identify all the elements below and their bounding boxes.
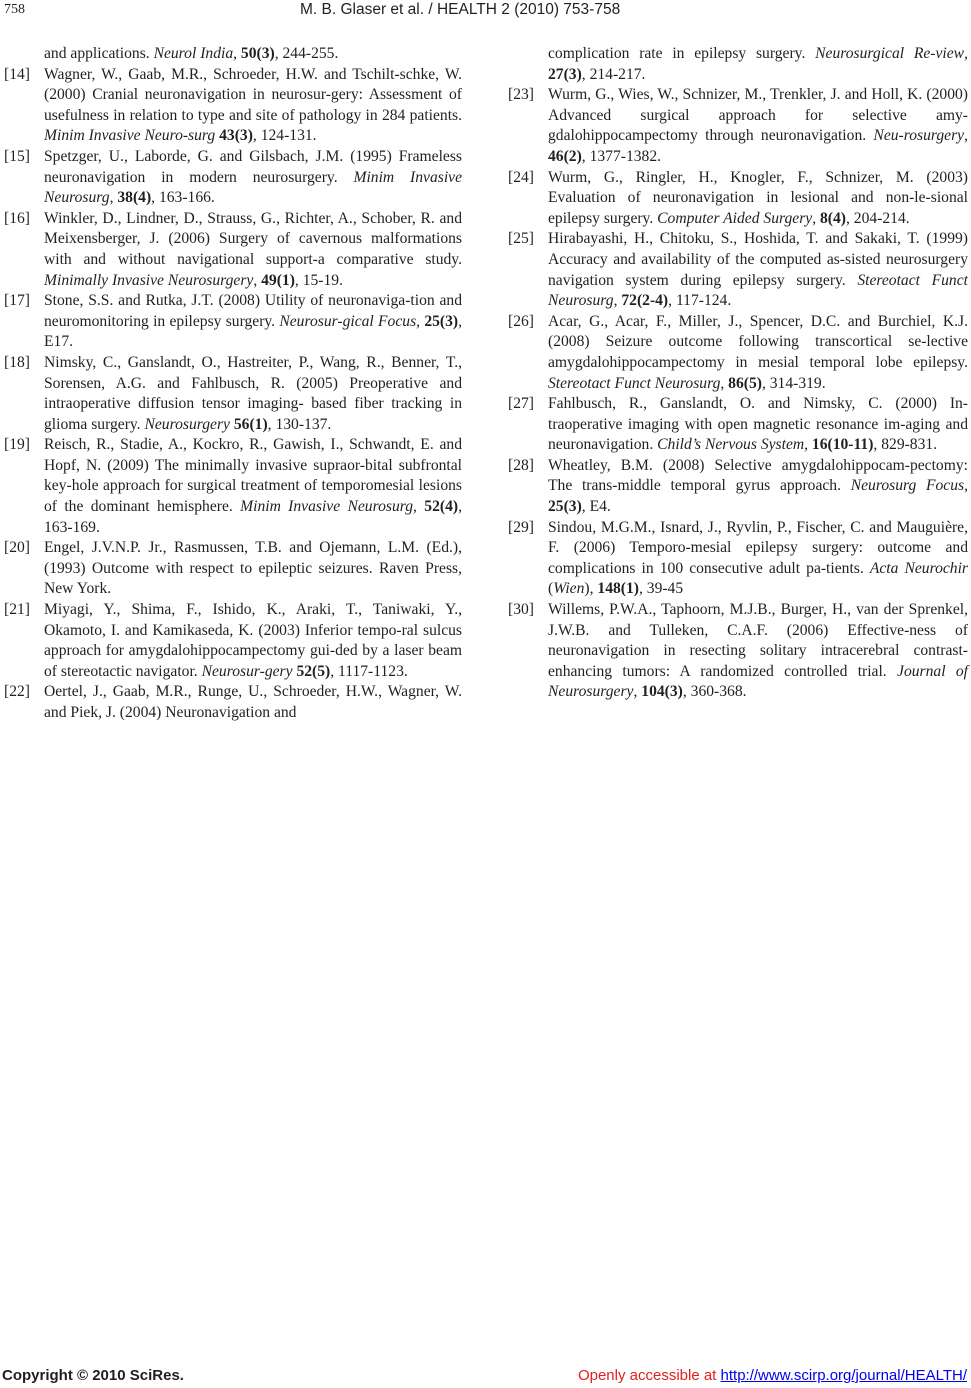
page-number: 758 bbox=[4, 2, 25, 17]
reference-entry bbox=[508, 394, 968, 456]
reference-run: , bbox=[109, 189, 118, 207]
journal-name: Neurosurgery bbox=[144, 415, 230, 433]
copyright-notice: Copyright © 2010 SciRes. bbox=[2, 1367, 184, 1384]
reference-entry bbox=[508, 456, 968, 518]
reference-run: , 124-131. bbox=[252, 127, 317, 145]
reference-run: Winkler, D., Lindner, D., Strauss, G., Richter, A., Schober, R. and Meixensberger, J. (2006) Surgery of cavernous malformations with and without navigational support-a comparative study. bbox=[44, 209, 462, 268]
reference-run: , bbox=[804, 436, 812, 454]
journal-name: Neurosur-gical Focus bbox=[279, 312, 417, 330]
reference-text bbox=[44, 353, 462, 435]
reference-run: Oertel, J., Gaab, M.R., Runge, U., Schroeder, H.W., Wagner, W. and Piek, J. (2004) Neuronavigation and bbox=[44, 683, 462, 721]
reference-run: , 1377-1382. bbox=[581, 147, 662, 165]
reference-run: and applications. bbox=[44, 45, 154, 62]
reference-text bbox=[44, 600, 462, 682]
reference-text bbox=[44, 147, 462, 209]
reference-number: [15] bbox=[4, 147, 30, 165]
reference-text bbox=[548, 229, 968, 311]
access-notice bbox=[578, 1367, 967, 1384]
reference-run: , bbox=[613, 292, 622, 310]
volume-issue: 27(3) bbox=[548, 65, 582, 83]
journal-name: Minimally Invasive Neurosurgery bbox=[44, 271, 254, 289]
reference-text bbox=[548, 312, 968, 394]
reference-run: Wheatley, B.M. (2008) Selective amygdalohippocam-pectomy: The trans-middle temporal gyrus approach. bbox=[548, 456, 968, 495]
reference-run: , bbox=[964, 127, 968, 145]
reference-run: complication rate in epilepsy surgery. bbox=[548, 45, 816, 62]
volume-issue: 43(3) bbox=[219, 127, 253, 145]
journal-name: Minim Invasive Neuro-surg bbox=[44, 127, 216, 145]
journal-name: Neu-rosurgery bbox=[873, 127, 965, 145]
volume-issue: 50(3) bbox=[240, 45, 275, 62]
volume-issue: 72(2-4) bbox=[621, 292, 669, 310]
reference-number: [21] bbox=[4, 601, 30, 619]
reference-run: Engel, J.V.N.P. Jr., Rasmussen, T.B. and Ojemann, L.M. (Ed.), (1993) Outcome with respect to epileptic seizures. Raven Press, New York. bbox=[44, 539, 462, 598]
reference-entry bbox=[508, 168, 968, 230]
reference-text bbox=[44, 538, 462, 600]
volume-issue: 49(1) bbox=[261, 271, 295, 289]
reference-number: [22] bbox=[4, 683, 30, 701]
reference-run: Willems, P.W.A., Taphoorn, M.J.B., Burger, H., van der Sprenkel, J.W.B. and Tulleken, C.A.F. (2006) Effective-ness of neuronavigation in resecting solitary intracerebral contrast-enhancing tumors: A randomized controlled trial. bbox=[548, 601, 968, 680]
references-left-column bbox=[4, 44, 462, 724]
reference-number: [30] bbox=[508, 601, 534, 619]
reference-entry bbox=[508, 44, 968, 85]
reference-entry bbox=[508, 312, 968, 394]
reference-run: , 39-45 bbox=[638, 580, 684, 598]
reference-text bbox=[44, 209, 462, 291]
reference-run: , bbox=[633, 683, 642, 701]
reference-entry bbox=[4, 44, 462, 65]
journal-name: Stereotact Funct Neurosurg bbox=[548, 374, 721, 392]
volume-issue: 25(3) bbox=[548, 498, 582, 516]
reference-run: Spetzger, U., Laborde, G. and Gilsbach, J.M. (1995) Frameless neuronavigation in modern neurosurgery. bbox=[44, 147, 462, 186]
reference-run: , 829-831. bbox=[873, 436, 938, 454]
reference-run: Fahlbusch, R., Ganslandt, O. and Nimsky, C. (2000) In-traoperative imaging with open magnetic resonance im-aging and neuronavigation. bbox=[548, 395, 968, 454]
reference-run: Wagner, W., Gaab, M.R., Schroeder, H.W. and Tschilt-schke, W. (2000) Cranial neuronavigation in neurosur-gery: Assessment of usefulness in relation to type and site of pathology in 284 patients. bbox=[44, 65, 462, 124]
volume-issue: 52(5) bbox=[296, 662, 331, 680]
reference-number: [17] bbox=[4, 292, 30, 310]
running-title: M. B. Glaser et al. / HEALTH 2 (2010) 753-758 bbox=[300, 1, 621, 18]
journal-name: Computer Aided Surgery bbox=[657, 209, 813, 227]
reference-entry bbox=[508, 229, 968, 311]
reference-run: , 15-19. bbox=[294, 271, 343, 289]
volume-issue: 52(4) bbox=[424, 498, 459, 516]
reference-run: , bbox=[812, 209, 820, 227]
reference-run: , E4. bbox=[581, 498, 611, 516]
reference-text bbox=[548, 168, 968, 230]
reference-number: [20] bbox=[4, 539, 30, 557]
reference-number: [26] bbox=[508, 312, 534, 330]
reference-run: Wurm, G., Wies, W., Schnizer, M., Trenkler, J. and Holl, K. (2000) Advanced surgical approach for selective amy-gdalohippocampectomy through neuronavigation. bbox=[548, 86, 968, 145]
reference-entry bbox=[4, 209, 462, 291]
reference-text bbox=[44, 682, 462, 723]
reference-run: Hirabayashi, H., Chitoku, S., Hoshida, T. and Sakaki, T. (1999) Accuracy and availability of the computed as-sisted neurosurgery navigation system during epilepsy surgery. bbox=[548, 230, 968, 289]
reference-run: , bbox=[964, 45, 968, 62]
reference-run: Acar, G., Acar, F., Miller, J., Spencer, D.C. and Burchiel, K.J. (2008) Seizure outcome following transcortical se-lective amygdalohippocampectomy in mesial temporal lobe epilepsy. bbox=[548, 312, 968, 371]
reference-run: , bbox=[233, 45, 241, 62]
volume-issue: 25(3) bbox=[424, 312, 459, 330]
journal-link[interactable]: http://www.scirp.org/journal/HEALTH/ bbox=[720, 1367, 967, 1384]
volume-issue: 8(4) bbox=[820, 209, 846, 227]
access-text: Openly accessible at bbox=[577, 1367, 721, 1384]
reference-run: , bbox=[416, 312, 425, 330]
reference-run: , 314-319. bbox=[761, 374, 826, 392]
reference-run: , 1117-1123. bbox=[330, 662, 408, 680]
journal-name: Wien bbox=[553, 580, 585, 598]
volume-issue: 104(3) bbox=[641, 683, 683, 701]
reference-run: , E17. bbox=[44, 312, 462, 351]
reference-run: Wurm, G., Ringler, H., Knogler, F., Schnizer, M. (2003) Evaluation of neuronavigation in lesional and non-le-sional epilepsy surgery. bbox=[548, 168, 968, 227]
reference-number: [14] bbox=[4, 65, 30, 83]
reference-entry bbox=[508, 600, 968, 703]
reference-entry bbox=[4, 291, 462, 353]
reference-text bbox=[548, 456, 968, 518]
reference-entry bbox=[4, 538, 462, 600]
reference-run: , 117-124. bbox=[668, 292, 732, 310]
reference-run: ), bbox=[584, 580, 598, 598]
reference-entry bbox=[4, 600, 462, 682]
reference-number: [23] bbox=[508, 86, 534, 104]
reference-number: [24] bbox=[508, 168, 534, 186]
reference-entry bbox=[508, 518, 968, 600]
volume-issue: 16(10-11) bbox=[811, 436, 874, 454]
journal-name: Stereotact Funct Neurosurg bbox=[548, 271, 968, 310]
journal-name: Minim Invasive Neurosurg bbox=[44, 168, 463, 207]
reference-number: [28] bbox=[508, 456, 534, 474]
reference-text bbox=[548, 518, 968, 600]
reference-text bbox=[44, 44, 462, 65]
volume-issue: 56(1) bbox=[233, 415, 268, 433]
reference-run: ( bbox=[548, 580, 554, 598]
reference-text bbox=[44, 65, 462, 147]
volume-issue: 38(4) bbox=[117, 189, 152, 207]
reference-run: , 360-368. bbox=[682, 683, 747, 701]
volume-issue: 46(2) bbox=[548, 147, 582, 165]
reference-run: , bbox=[253, 271, 262, 289]
reference-run: , bbox=[720, 374, 729, 392]
reference-text bbox=[44, 291, 462, 353]
reference-text bbox=[548, 600, 968, 703]
reference-run: , 163-169. bbox=[44, 498, 462, 536]
volume-issue: 148(1) bbox=[597, 580, 639, 598]
reference-number: [18] bbox=[4, 353, 30, 371]
reference-number: [16] bbox=[4, 209, 30, 227]
reference-entry bbox=[4, 65, 462, 147]
reference-entry bbox=[4, 435, 462, 538]
reference-entry bbox=[4, 682, 462, 723]
reference-run: Sindou, M.G.M., Isnard, J., Ryvlin, P., Fischer, C. and Mauguière, F. (2006) Temporo-mesial epilepsy surgery: outcome and complications in 100 consecutive adult pa-tients. bbox=[548, 518, 968, 577]
journal-name: Neurol India bbox=[153, 45, 234, 62]
volume-issue: 86(5) bbox=[728, 374, 762, 392]
reference-number: [27] bbox=[508, 395, 534, 413]
reference-run: Stone, S.S. and Rutka, J.T. (2008) Utility of neuronaviga-tion and neuromonitoring in epilepsy surgery. bbox=[44, 292, 462, 330]
reference-run: Miyagi, Y., Shima, F., Ishido, K., Araki, T., Taniwaki, Y., Okamoto, I. and Kamikaseda, K. (2003) Inferior tempo-ral sulcus approach for amygdalohippocampectomy gui-ded by a laser beam of stereotactic navigator. bbox=[44, 601, 462, 680]
reference-number: [19] bbox=[4, 436, 30, 454]
reference-entry bbox=[4, 147, 462, 209]
reference-text bbox=[44, 435, 462, 538]
reference-run: , bbox=[413, 498, 425, 516]
reference-run: Nimsky, C., Ganslandt, O., Hastreiter, P., Wang, R., Benner, T., Sorensen, A.G. and Fahlbusch, R. (2005) Preoperative and intraoperative diffusion tensor imaging- based fiber tracking in glioma surgery. bbox=[44, 353, 462, 433]
reference-run: , 214-217. bbox=[581, 65, 646, 83]
reference-text bbox=[548, 85, 968, 167]
journal-name: Minim Invasive Neurosurg bbox=[240, 498, 414, 516]
journal-name: Journal of Neurosurgery bbox=[548, 662, 968, 701]
journal-name: Acta Neurochir bbox=[869, 559, 969, 577]
journal-name: Neurosurgical Re-view bbox=[815, 45, 965, 62]
reference-number: [29] bbox=[508, 518, 534, 536]
reference-entry bbox=[4, 353, 462, 435]
reference-run: , 204-214. bbox=[845, 209, 910, 227]
reference-run: , 130-137. bbox=[267, 415, 332, 433]
reference-entry bbox=[508, 85, 968, 167]
journal-name: Neurosur-gery bbox=[201, 662, 293, 680]
reference-run: , 244-255. bbox=[274, 45, 339, 62]
reference-run: Reisch, R., Stadie, A., Kockro, R., Gawish, I., Schwandt, E. and Hopf, N. (2009) The minimally invasive supraor-bital subfrontal key-hole approach for surgical treatment of temporomesial lesions of the dominant hemisphere. bbox=[44, 436, 462, 516]
reference-number: [25] bbox=[508, 230, 534, 248]
reference-run: , 163-166. bbox=[151, 189, 215, 207]
journal-name: Child’s Nervous System bbox=[657, 436, 805, 454]
reference-run: , bbox=[964, 477, 968, 495]
reference-text bbox=[548, 44, 968, 85]
journal-name: Neurosurg Focus bbox=[850, 477, 965, 495]
references-right-column bbox=[508, 44, 968, 703]
reference-text bbox=[548, 394, 968, 456]
